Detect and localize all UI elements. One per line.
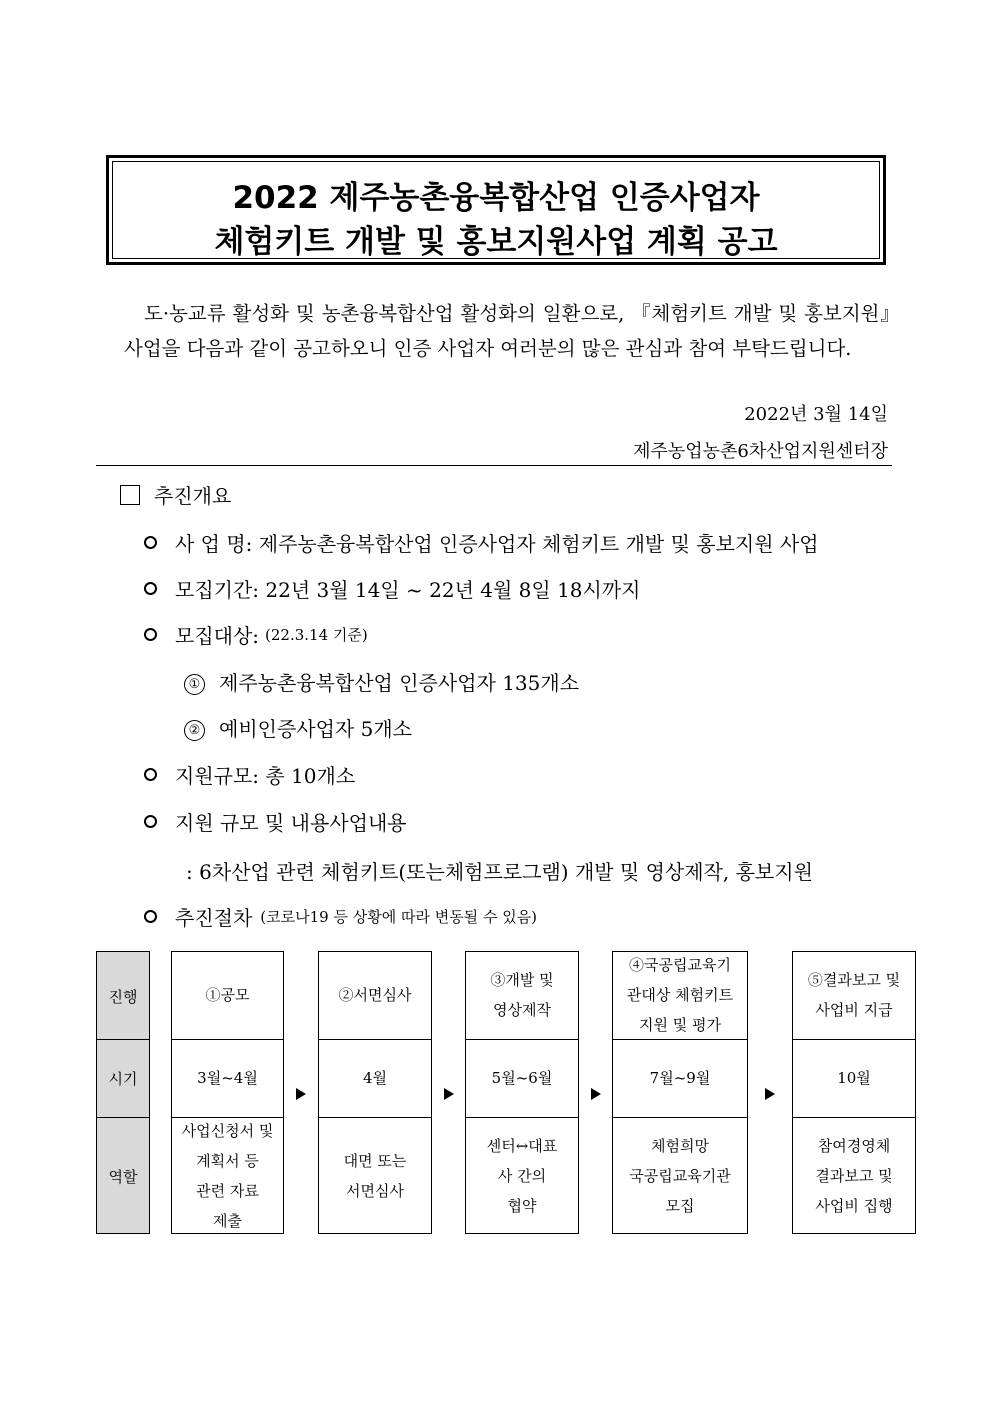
target-2: ② 예비인증사업자 5개소: [184, 713, 412, 742]
title-line-2: 체험키트 개발 및 홍보지원사업 계획 공고: [214, 224, 778, 260]
flow-period: 10월: [837, 1069, 871, 1087]
flow-role: [318, 1146, 432, 1206]
row-divider: [318, 1039, 432, 1040]
arrow-right-icon: [765, 1088, 775, 1100]
row-divider: [612, 1117, 748, 1118]
item-support-content: 지원 규모 및 내용사업내용: [144, 807, 407, 836]
flow-stage-line: ④국공립교육기: [629, 956, 731, 974]
row-divider: [792, 1039, 916, 1040]
flow-stage: [465, 965, 579, 1025]
arrow-right-icon: [296, 1088, 306, 1100]
flow-period: 4월: [362, 1069, 388, 1087]
flow-role-line: 서면심사: [346, 1181, 404, 1200]
flow-stage-line: ②서면심사: [338, 986, 412, 1004]
title-line-1: 2022 제주농촌융복합산업 인증사업자: [232, 180, 760, 216]
item-recruit-target: 모집대상: (22.3.14 기준): [144, 620, 368, 649]
support-detail: : 6차산업 관련 체험키트(또는체험프로그램) 개발 및 영상제작, 홍보지원: [186, 860, 813, 884]
flow-role-line: 참여경영체: [817, 1136, 891, 1155]
flow-role-line: 사업신청서 및: [181, 1121, 274, 1140]
row-divider: [171, 1039, 284, 1040]
organization-name: 제주농업농촌6차산업지원센터장: [633, 441, 888, 462]
row-divider: [96, 1117, 150, 1118]
announcement-date: 2022년 3월 14일: [744, 404, 888, 425]
flow-stage: [318, 980, 432, 1010]
circle-bullet-icon: [144, 536, 157, 549]
flow-stage-line: 영상제작: [493, 1001, 551, 1019]
circle-bullet-icon: [144, 628, 157, 641]
flow-role-line: 사업비 집행: [815, 1196, 893, 1215]
section-heading: 추진개요: [120, 480, 231, 509]
item-project-name: 사 업 명: 제주농촌융복합산업 인증사업자 체험키트 개발 및 홍보지원 사업: [144, 528, 819, 557]
flow-role-line: 사 간의: [497, 1166, 547, 1185]
flow-period: 7월~9월: [649, 1069, 711, 1087]
circle-bullet-icon: [144, 910, 157, 923]
flow-role-line: 모집: [665, 1196, 695, 1215]
checkbox-square-icon: [120, 485, 140, 505]
divider: [96, 465, 892, 466]
flow-role-line: 대면 또는: [343, 1151, 407, 1170]
row-divider: [792, 1117, 916, 1118]
circle-bullet-icon: [144, 815, 157, 828]
flow-role-line: 관련 자료: [196, 1181, 259, 1200]
row-divider: [96, 1039, 150, 1040]
flow-role-line: 결과보고 및: [815, 1166, 893, 1185]
flow-stage-line: 지원 및 평가: [639, 1016, 721, 1034]
flow-stage-line: 관대상 체험키트: [626, 986, 734, 1004]
flow-stage: [171, 980, 284, 1010]
arrow-right-icon: [444, 1088, 454, 1100]
flow-stage: [792, 965, 916, 1025]
target-1: ① 제주농촌융복합산업 인증사업자 135개소: [184, 667, 579, 696]
circle-bullet-icon: [144, 582, 157, 595]
item-support-scale: 지원규모: 총 10개소: [144, 760, 355, 789]
flow-stage-line: ⑤결과보고 및: [807, 971, 901, 989]
flow-stage-line: ①공모: [205, 986, 250, 1004]
row-divider: [465, 1039, 579, 1040]
flow-role: [171, 1116, 284, 1236]
flow-stage-line: 사업비 지급: [815, 1001, 893, 1019]
circle-bullet-icon: [144, 768, 157, 781]
row-label-period: 시기: [108, 1070, 138, 1088]
flow-role-line: 센터↔대표: [486, 1136, 558, 1155]
item-recruit-period: 모집기간: 22년 3월 14일 ~ 22년 4월 8일 18시까지: [144, 574, 641, 603]
flow-period: 3월~4월: [197, 1069, 258, 1087]
flow-role-line: 제출: [213, 1211, 242, 1230]
row-divider: [465, 1117, 579, 1118]
flow-stage-line: ③개발 및: [490, 971, 554, 989]
flow-stage: [612, 950, 748, 1040]
row-label-role: 역할: [108, 1168, 138, 1186]
flow-role-line: 체험희망: [651, 1136, 709, 1155]
flow-role: [792, 1131, 916, 1221]
flow-role-line: 협약: [507, 1196, 537, 1215]
flow-period: 5월~6월: [491, 1069, 553, 1087]
arrow-right-icon: [591, 1088, 601, 1100]
row-label-progress: 진행: [108, 988, 138, 1006]
flow-role-line: 계획서 등: [196, 1151, 259, 1170]
row-divider: [318, 1117, 432, 1118]
item-procedure: 추진절차 (코로나19 등 상황에 따라 변동될 수 있음): [144, 902, 537, 931]
flow-role-line: 국공립교육기관: [629, 1166, 731, 1185]
title-box: [106, 155, 886, 265]
intro-paragraph: 도·농교류 활성화 및 농촌융복합산업 활성화의 일환으로, 『체험키트 개발 및 홍보지원』사업을 다음과 같이 공고하오니 인증 사업자 여러분의 많은 관심과 참여 부탁드립니다.: [124, 302, 890, 360]
flow-role: [612, 1131, 748, 1221]
flow-role: [465, 1131, 579, 1221]
